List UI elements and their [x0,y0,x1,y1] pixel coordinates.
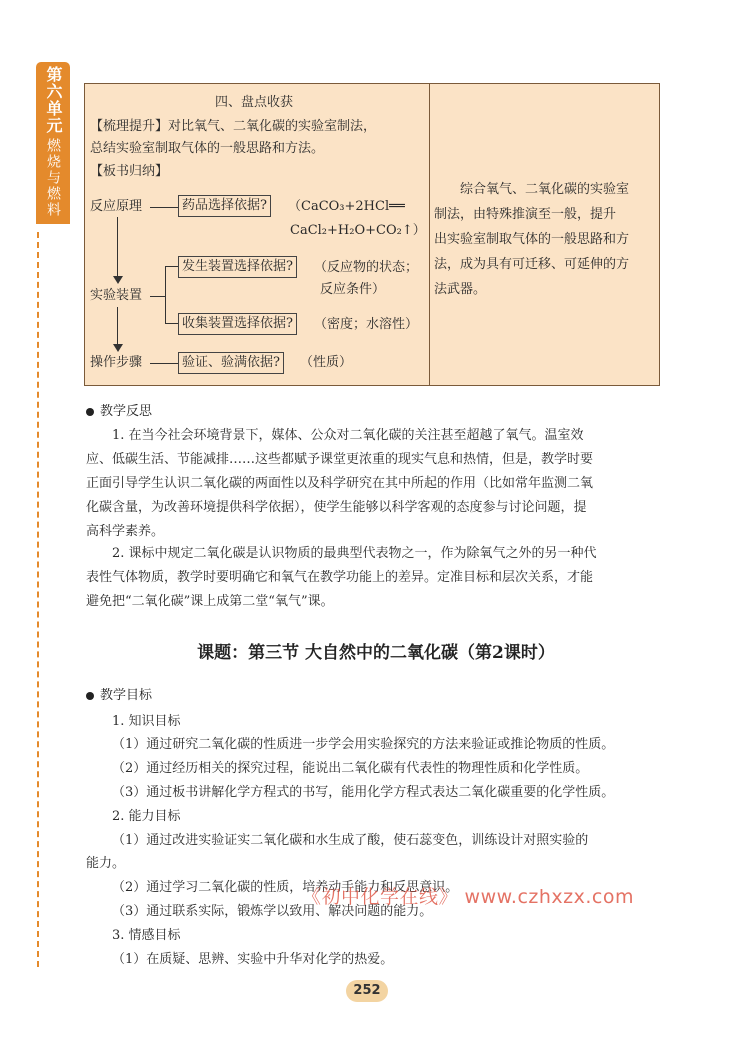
arrow-shaft [117,217,118,279]
connector-line [165,323,178,324]
goal-item: 3. 情感目标 [112,928,181,943]
right-line-4: 法，成为具有可迁移、可延伸的方 [434,257,630,272]
right-line-2: 制法，由特殊推演至一般，提升 [434,207,617,222]
bullet-icon [86,408,94,416]
right-line-3: 出实验室制取气体的一般思路和方 [434,232,630,247]
unit-topic: 燃烧与燃料 [45,138,61,218]
summary-label: 【梳理提升】 [90,119,169,134]
drug-basis-box: 药品选择依据? [178,195,271,217]
right-line-1: 综合氧气、二氧化碳的实验室 [460,182,630,197]
goal-item: （1）通过改进实验证实二氧化碳和水生成了酸，使石蕊变色，训练设计对照实验的 [112,833,589,848]
goal-item: （2）通过学习二氧化碳的性质，培养动手能力和反思意识。 [112,880,459,895]
summary-line2: 总结实验室制取气体的一般思路和方法。 [90,141,325,156]
verify-note: （性质） [300,355,353,370]
reflection-paragraph-2 [86,542,666,614]
verify-basis-box: 验证、验满依据? [178,352,284,374]
reflection-paragraph-1 [86,424,666,544]
generator-basis-box: 发生装置选择依据? [178,256,297,278]
goal-item: 能力。 [86,856,126,871]
text-line: 高科学素养。 [86,524,165,539]
goals-heading-row [86,684,152,703]
table-column-divider [429,83,430,386]
unit-title: 第六单元 [44,66,63,134]
page-number: 252 [346,980,388,1002]
goal-item: 1. 知识目标 [112,714,181,729]
text-line: 1. 在当今社会环境背景下，媒体、公众对二氧化碳的关注甚至超越了氧气。温室效 [112,428,584,443]
connector-line [150,207,178,208]
board-label: 【板书归纳】 [90,164,169,179]
apparatus: 实验装置 [90,288,143,303]
reflection-heading: 教学反思 [100,404,153,419]
generator-note2: 反应条件） [320,282,386,297]
equation-line1: （CaCO₃+2HCl══ [288,199,405,214]
table-section-title: 四、盘点收获 [215,95,294,110]
text-line: 2. 课标中规定二氧化碳是认识物质的最典型代表物之一，作为除氧气之外的另一种代 [112,546,597,561]
goal-item: （1）在质疑、思辨、实验中升华对化学的热爱。 [112,952,394,967]
arrow-shaft [117,307,118,347]
reflection-heading-row [86,400,152,419]
reaction-principle: 反应原理 [90,199,143,214]
bullet-icon [86,692,94,700]
arrow-down-icon [113,276,123,284]
bracket-line [165,266,166,324]
text-line: 化碳含量，为改善环境提供科学依据），使学生能够以科学客观的态度参与讨论问题，提 [86,500,587,515]
text-line: 避免把“二氧化碳”课上成第二堂“氧气”课。 [86,594,334,609]
right-line-5: 法武器。 [434,282,487,297]
connector-line [165,266,178,267]
connector-line [150,296,165,297]
goal-item: 2. 能力目标 [112,809,181,824]
collector-basis-box: 收集装置选择依据? [178,313,297,335]
text-line: 表性气体物质，教学时要明确它和氧气在教学功能上的差异。定准目标和层次关系，才能 [86,570,594,585]
goal-item: （2）通过经历相关的探究过程，能说出二氧化碳有代表性的物理性质和化学性质。 [112,761,589,776]
goal-item: （3）通过板书讲解化学方程式的书写，能用化学方程式表达二氧化碳重要的化学性质。 [112,785,615,800]
operation-steps: 操作步骤 [90,355,143,370]
equation-line2: CaCl₂+H₂O+CO₂↑） [290,223,426,238]
text-line: 正面引导学生认识二氧化碳的两面性以及科学研究在其中所起的作用（比如常年监测二氧 [86,476,594,491]
arrow-down-icon [113,344,123,352]
collector-note: （密度；水溶性） [314,317,419,332]
goal-item: （1）通过研究二氧化碳的性质进一步学会用实验探究的方法来验证或推论物质的性质。 [112,737,615,752]
watermark: 《初中化学在线》 www.czhxzx.com [302,886,634,908]
connector-line [150,363,178,364]
text-line: 应、低碳生活、节能减排……这些都赋予课堂更浓重的现实气息和热情，但是，教学时要 [86,452,594,467]
lesson-title: 课题：第三节 大自然中的二氧化碳（第2课时） [197,643,555,663]
generator-note1: （反应物的状态； [314,260,419,275]
goals-heading: 教学目标 [100,688,153,703]
margin-divider [37,232,39,967]
goal-item: （3）通过联系实际，锻炼学以致用、解决问题的能力。 [112,904,433,919]
summary-line1: 对比氧气、二氧化碳的实验室制法， [168,119,377,134]
